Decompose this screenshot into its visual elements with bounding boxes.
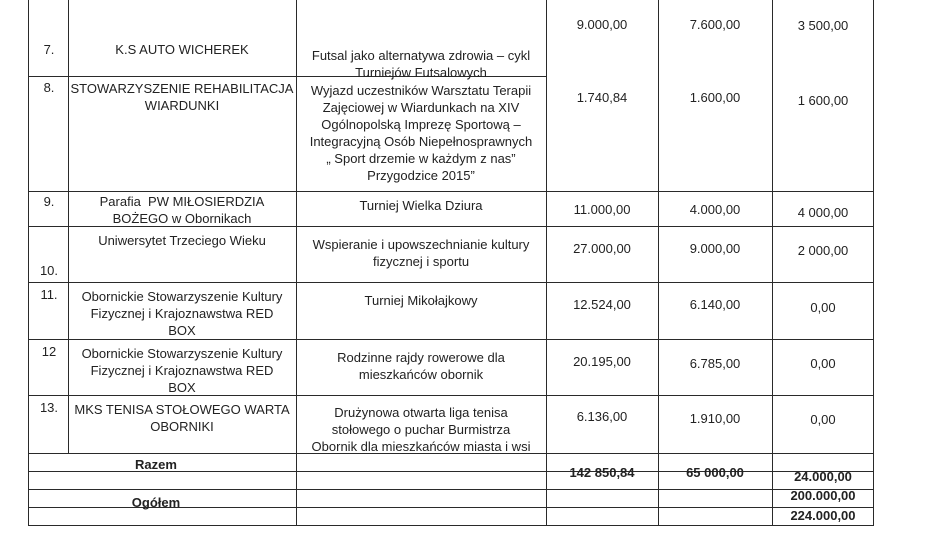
task-name: Rodzinne rajdy rowerowe dla mieszkańców obornik: [337, 350, 505, 382]
row-number: 7.: [43, 42, 55, 57]
table-rule: [28, 0, 29, 526]
total-cost: 1.740,84: [576, 90, 628, 105]
table-rule: [772, 0, 773, 526]
requested-amount: 9.000,00: [689, 241, 741, 256]
task-name: Drużynowa otwarta liga tenisa stołowego o puchar Burmistrza Obornik dla mieszkańców miasta i wsi: [311, 405, 531, 454]
granted-amount: 2 000,00: [797, 243, 849, 258]
granted-amount: 0,00: [810, 356, 836, 371]
requested-amount: 4.000,00: [689, 202, 741, 217]
organization-name: Uniwersytet Trzeciego Wieku: [98, 233, 266, 248]
table-rule: [28, 282, 874, 283]
row-number: 11.: [40, 287, 58, 302]
granted-amount: 3 500,00: [797, 18, 849, 33]
task-name: Futsal jako alternatywa zdrowia – cykl Turniejów Futsalowych: [311, 48, 531, 80]
total-cost: 9.000,00: [576, 17, 628, 32]
organization-name: Parafia PW MIŁOSIERDZIA BOŻEGO w Obornikach: [99, 194, 265, 226]
requested-amount: 1.910,00: [689, 411, 741, 426]
row-number: 9.: [43, 194, 55, 209]
organization-name: Obornickie Stowarzyszenie Kultury Fizycznej i Krajoznawstwa RED BOX: [81, 346, 283, 395]
razem-granted: 24.000,00: [794, 469, 852, 484]
table-rule: [28, 525, 874, 526]
table-rule: [873, 0, 874, 526]
requested-amount: 6.140,00: [689, 297, 741, 312]
row-number: 8.: [43, 80, 55, 95]
razem-label: Razem: [135, 457, 177, 472]
table-rule: [28, 339, 874, 340]
requested-amount: 6.785,00: [689, 356, 741, 371]
total-cost: 20.195,00: [573, 354, 631, 369]
row-number: 13.: [39, 400, 59, 415]
razem-requested: 65 000,00: [686, 465, 744, 480]
organization-name: MKS TENISA STOŁOWEGO WARTA OBORNIKI: [74, 402, 290, 434]
granted-amount: 0,00: [810, 412, 836, 427]
table-rule: [296, 0, 297, 526]
total-cost: 27.000,00: [573, 241, 631, 256]
table-rule: [28, 489, 874, 490]
granted-amount: 1 600,00: [797, 93, 849, 108]
requested-amount: 7.600,00: [689, 17, 741, 32]
ogolem-granted: 224.000,00: [790, 508, 856, 523]
task-name: Wspieranie i upowszechnianie kultury fizycznej i sportu: [312, 237, 530, 269]
task-name: Wyjazd uczestników Warsztatu Terapii Zajęciowej w Wiardunkach na XIV Ogólnopolską Imprezę Sportową – Integracyjną Osób Niepełnosprawnych „ Sport drzemie w każdym z nas” Przygodzice 2015”: [309, 83, 533, 183]
total-cost: 12.524,00: [573, 297, 631, 312]
row-number: 12: [41, 344, 57, 359]
organization-name: K.S AUTO WICHEREK: [115, 42, 249, 57]
total-cost: 6.136,00: [576, 409, 628, 424]
table-rule: [68, 0, 69, 453]
ogolem-label: Ogółem: [131, 495, 181, 510]
razem-total-cost: 142 850,84: [569, 465, 635, 480]
table-rule: [546, 0, 547, 526]
task-name: Turniej Wielka Dziura: [359, 198, 483, 213]
granted-amount: 4 000,00: [797, 205, 849, 220]
extra-granted: 200.000,00: [790, 488, 856, 503]
granted-amount: 0,00: [810, 300, 836, 315]
task-name: Turniej Mikołajkowy: [364, 293, 478, 308]
row-number: 10.: [39, 263, 59, 278]
table-rule: [28, 191, 874, 192]
organization-name: Obornickie Stowarzyszenie Kultury Fizycznej i Krajoznawstwa RED BOX: [81, 289, 283, 338]
organization-name: STOWARZYSZENIE REHABILITACJA WIARDUNKI: [70, 81, 294, 113]
total-cost: 11.000,00: [573, 202, 631, 217]
table-rule: [658, 0, 659, 526]
requested-amount: 1.600,00: [689, 90, 741, 105]
